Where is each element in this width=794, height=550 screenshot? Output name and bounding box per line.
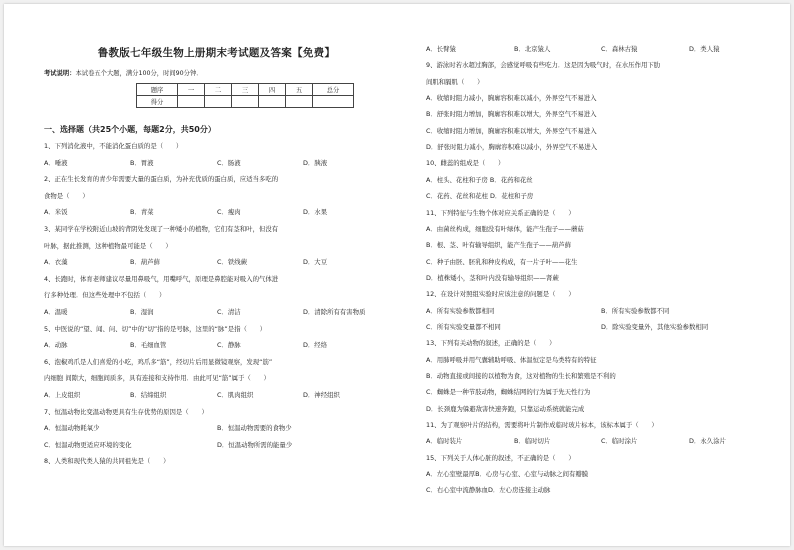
answer-option[interactable]: C．肠液 xyxy=(217,158,241,167)
answer-option[interactable]: A．唾液 xyxy=(44,158,68,167)
answer-option[interactable]: D．植株矮小，茎和叶内没有输导组织——肾蕨 xyxy=(426,273,559,282)
answer-option[interactable]: B．湿润 xyxy=(130,308,154,316)
section-title: 一、选择题（共25个小题，每题2分，共50分） xyxy=(44,125,216,134)
answer-option[interactable]: C．铁线蕨 xyxy=(217,258,248,267)
question-text: 2、正在生长发育的青少年需要大量的蛋白质，为补充优质的蛋白质，应适当多吃的 xyxy=(44,175,279,184)
answer-option[interactable]: C．右心室中流静脉血D．左心房连接主动脉 xyxy=(426,486,551,495)
exam-title: 鲁教版七年级生物上册期末考试题及答案【免费】 xyxy=(97,47,336,59)
question-text: 行多种处理．但这些处理中不包括（ ） xyxy=(44,291,166,300)
answer-option[interactable]: D．清除所有有害物质 xyxy=(303,308,366,316)
question-text: 12、在设计对照组实验时应该注意的问题是（ ） xyxy=(426,290,575,299)
answer-option[interactable]: D．类人猿 xyxy=(689,45,720,53)
score-cell[interactable] xyxy=(178,96,205,108)
answer-option[interactable]: C．收缩时阻力增加，胸廓容积难以增大，外界空气不易进入 xyxy=(426,126,597,135)
score-table-header-row xyxy=(137,84,354,96)
answer-option[interactable]: A．收缩时阻力减小，胸廓容积难以减小，外界空气不易进入 xyxy=(426,94,597,103)
answer-option[interactable]: B．恒温动物需要的食物少 xyxy=(217,424,292,433)
answer-option[interactable]: D．经络 xyxy=(303,341,328,350)
score-table-row xyxy=(137,96,354,108)
answer-option[interactable]: B．胃液 xyxy=(130,158,154,167)
answer-option[interactable]: D．大豆 xyxy=(303,258,328,267)
score-table xyxy=(136,83,354,108)
answer-option[interactable]: A．上皮组织 xyxy=(44,391,81,399)
answer-option[interactable]: D．水果 xyxy=(303,208,328,217)
answer-option[interactable]: C．花药、花丝和花柱 D．花柱和子房 xyxy=(426,192,534,201)
answer-option[interactable]: B．临时切片 xyxy=(514,437,551,446)
answer-option[interactable]: C．所有实验变量都不相同 xyxy=(426,322,501,331)
answer-option[interactable]: B．葫芦藓 xyxy=(130,258,160,267)
answer-option[interactable]: C．瘦肉 xyxy=(217,208,241,217)
answer-option[interactable]: A．柱头、花柱和子房 B．花药和花丝 xyxy=(426,175,533,184)
question-text: 13、下列有关动物的叙述，正确的是（ ） xyxy=(426,339,556,348)
answer-option[interactable]: D．除实验变量外，其他实验参数相同 xyxy=(601,322,709,331)
answer-option[interactable]: D．长颈鹿为躲避敌害快速奔跑，只靠运动系统就能完成 xyxy=(426,404,585,413)
question-text: 间肌和膈肌（ ） xyxy=(426,77,484,86)
answer-option[interactable]: A．恒温动物耗氧少 xyxy=(44,424,100,433)
question-text: 11、下列特征与生物个体对应关系正确的是（ ） xyxy=(426,208,575,217)
answer-option[interactable]: C．清洁 xyxy=(217,308,241,316)
answer-option[interactable]: B．毛细血管 xyxy=(130,341,167,350)
question-text: 内细胞 间隙大，细胞间质多，具有连接和支持作用．由此可见“筋”属于（ ） xyxy=(44,374,270,383)
answer-option[interactable]: D．舒张时阻力减小，胸廓容积难以减小，外界空气不易进入 xyxy=(426,143,598,152)
answer-option[interactable]: A．温暖 xyxy=(44,308,68,316)
question-text: 15、下列关于人体心脏的叙述，不正确的是（ ） xyxy=(426,453,575,462)
score-cell[interactable] xyxy=(259,96,286,108)
instructions-label: 考试说明： xyxy=(44,70,76,77)
score-header-cell: 五 xyxy=(286,84,313,96)
score-cell[interactable] xyxy=(232,96,259,108)
exam-instructions xyxy=(44,68,203,77)
answer-option[interactable]: A．用肺呼吸并用气囊辅助呼吸、体温恒定是鸟类特有的特征 xyxy=(426,355,597,364)
answer-option[interactable]: A．临时装片 xyxy=(426,437,463,446)
question-text: 10、雌蕊的组成是（ ） xyxy=(426,159,505,168)
answer-option[interactable]: B．结缔组织 xyxy=(130,391,167,399)
question-text: 11、为了观察叶片的结构，需要将叶片制作成临时玻片标本，该标本属于（ ） xyxy=(426,421,658,430)
exam-page xyxy=(4,4,790,546)
answer-option[interactable]: B．根、茎、叶有输导组织，能产生孢子——葫芦藓 xyxy=(426,241,571,250)
score-cell[interactable] xyxy=(205,96,232,108)
instructions-text: 本试卷五个大题，满分100分，时间90分钟． xyxy=(75,70,203,77)
answer-option[interactable]: D．神经组织 xyxy=(303,391,340,399)
question-text: 9、游泳时若水超过胸部，会感觉呼吸有些吃力．这是因为吸气时，在水压作用下肋 xyxy=(426,61,661,70)
score-header-cell: 题序 xyxy=(137,84,178,96)
answer-option[interactable]: C．恒温动物更适应环境的变化 xyxy=(44,440,132,449)
answer-option[interactable]: B．舒张时阻力增加，胸廓容积难以增大，外界空气不易进入 xyxy=(426,110,597,119)
question-text: 3、某同学在学校附近山坡的背阴处发现了一种矮小的植物，它们有茎和叶，但没有 xyxy=(44,225,279,233)
answer-option[interactable]: B．北京猿人 xyxy=(514,45,551,53)
question-text: 8、人类和现代类人猿的共同祖先是（ ） xyxy=(44,457,170,466)
answer-option[interactable]: D．恒温动物所需的能量少 xyxy=(217,440,293,449)
answer-option[interactable]: C．种子由胚、胚乳和种皮构成，有一片子叶——花生 xyxy=(426,257,578,266)
score-cell[interactable] xyxy=(313,96,354,108)
question-text: 叶脉，据此推测，这种植物最可能是（ ） xyxy=(44,241,172,250)
answer-option[interactable]: C．森林古猿 xyxy=(601,45,638,53)
answer-option[interactable]: C．静脉 xyxy=(217,341,241,350)
answer-option[interactable]: A．衣藻 xyxy=(44,258,68,267)
question-text: 6、泡椒鸡爪是人们喜爱的小吃，鸡爪多“筋”，经切片后用显微镜观察，发现“筋” xyxy=(44,357,273,366)
answer-option[interactable]: A．动脉 xyxy=(44,341,68,350)
score-cell[interactable] xyxy=(286,96,313,108)
answer-option[interactable]: A．米饭 xyxy=(44,208,68,217)
answer-option[interactable]: A．所有实验参数都相同 xyxy=(426,306,495,315)
question-text: 5、中医说的“望、闻、问、切”中的“切”指的是号脉，这里的“脉”是指（ ） xyxy=(44,324,267,333)
score-header-cell: 四 xyxy=(259,84,286,96)
answer-option[interactable]: A．由菌丝构成，细胞没有叶绿体，能产生孢子——蘑菇 xyxy=(426,224,584,233)
question-text: 4、长跑时，体育老师建议尽量用鼻吸气，用嘴呼气，原理是鼻腔能对吸入的气体进 xyxy=(44,274,279,283)
answer-option[interactable]: B．所有实验参数都不同 xyxy=(601,306,670,315)
score-row-label: 得分 xyxy=(137,96,178,108)
score-header-cell: 一 xyxy=(178,84,205,96)
question-text: 食物是（ ） xyxy=(44,191,89,200)
answer-option[interactable]: B．动物直接或间接的以植物为食，这对植物的生长和繁殖是不利的 xyxy=(426,372,616,380)
answer-option[interactable]: A．左心室壁最厚B．心房与心室、心室与动脉之间有瓣膜 xyxy=(426,470,589,479)
score-header-cell: 三 xyxy=(232,84,259,96)
answer-option[interactable]: A．长臂猿 xyxy=(426,45,456,53)
answer-option[interactable]: D．胰液 xyxy=(303,158,328,167)
score-header-cell: 二 xyxy=(205,84,232,96)
answer-option[interactable]: C．蜘蛛是一种节肢动物，蜘蛛结网的行为属于先天性行为 xyxy=(426,388,591,397)
score-header-cell: 总分 xyxy=(313,84,354,96)
answer-option[interactable]: C．临时涂片 xyxy=(601,437,638,446)
question-text: 7、恒温动物比变温动物更具有生存优势的原因是（ ） xyxy=(44,407,208,416)
answer-option[interactable]: D．永久涂片 xyxy=(689,437,726,446)
question-text: 1、下列消化液中，不能消化蛋白质的是（ ） xyxy=(44,142,183,150)
answer-option[interactable]: C．肌肉组织 xyxy=(217,391,254,399)
answer-option[interactable]: B．青菜 xyxy=(130,208,154,217)
